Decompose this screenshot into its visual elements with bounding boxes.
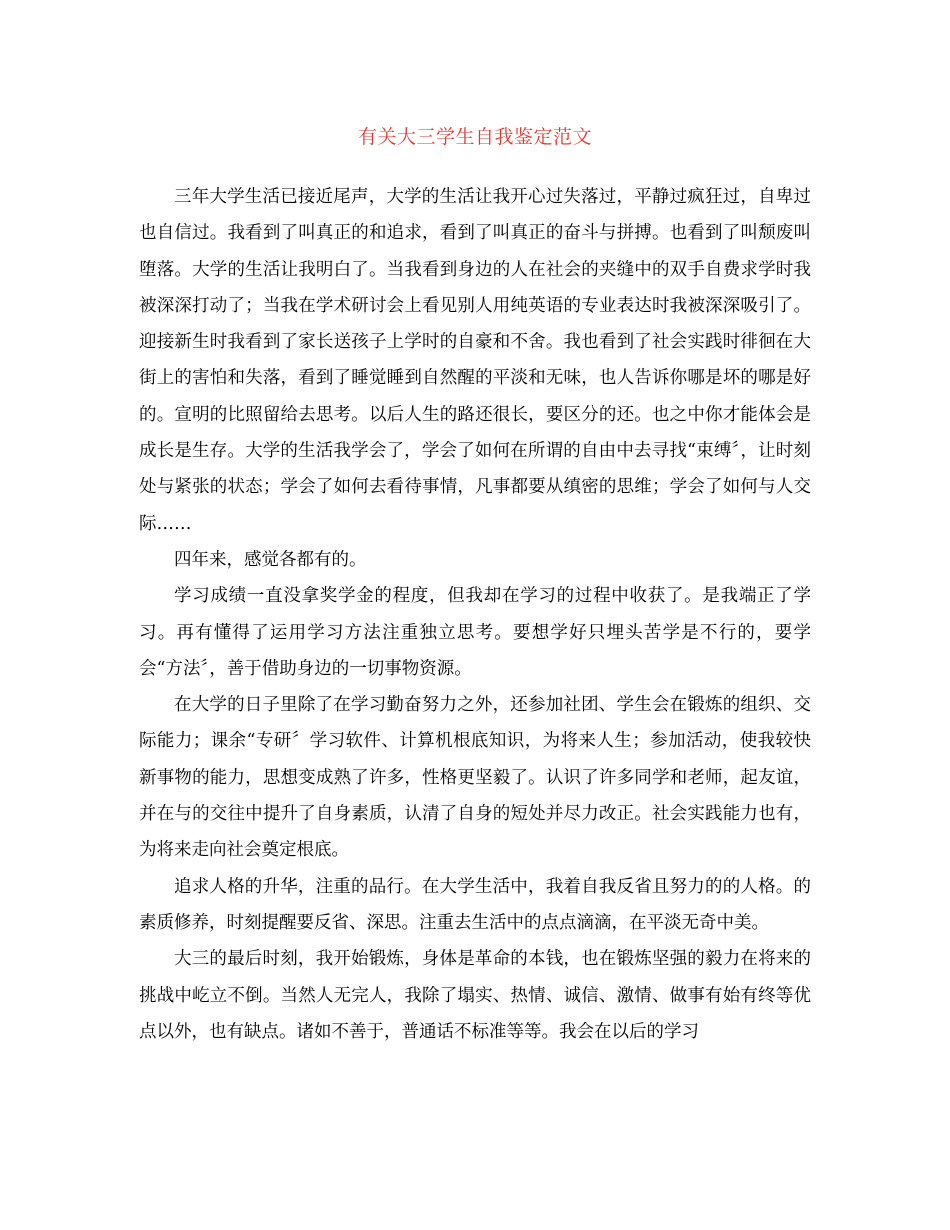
paragraph-2: 四年来，感觉各都有的。 xyxy=(174,549,367,570)
paragraph-1: 三年大学生活已接近尾声，大学的生活让我开心过失落过，平静过疯狂过，自卑过也自信过。我看到了叫真正的和追求，看到了叫真正的奋斗与拼搏。也看到了叫颓废叫堕落。大学的生活让我明白了。当我看到身边的人在社会的夹缝中的双手自费求学时我被深深打动了；当我在学术研讨会上看见别人用纯英语的专业表达时我被深深吸引了。迎接新生时我看到了家长送孩子上学时的自豪和不舍。我也看到了社会实践时徘徊在大街上的害怕和失落，看到了睡觉睡到自然醒的平淡和无味，也人告诉你哪是坏的哪是好的。宣明的比照留给去思考。以后人生的路还很长，要区分的还。也之中你才能体会是成长是生存。大学的生活我学会了，学会了如何在所谓的自由中去寻找“束缚〞，让时刻处与紧张的状态；学会了如何去看待事情，凡事都要从缜密的思维；学会了如何与人交际…… xyxy=(139,187,811,534)
paragraph-5: 追求人格的升华，注重的品行。在大学生活中，我着自我反省且努力的的人格。的素质修养，时刻提醒要反省、深思。注重去生活中的点点滴滴，在平淡无奇中美。 xyxy=(139,876,811,933)
document-body xyxy=(139,179,811,1050)
paragraph-6: 大三的最后时刻，我开始锻炼，身体是革命的本钱，也在锻炼坚强的毅力在将来的挑战中屹立不倒。当然人无完人，我除了塌实、热情、诚信、激情、做事有始有终等优点以外，也有缺点。诸如不善于，普通话不标准等等。我会在以后的学习 xyxy=(139,949,811,1042)
document-title: 有关大三学生自我鉴定范文 xyxy=(357,126,592,148)
paragraph-4: 在大学的日子里除了在学习勤奋努力之外，还参加社团、学生会在锻炼的组织、交际能力；课余“专研〞学习软件、计算机根底知识，为将来人生；参加活动，使我较快新事物的能力，思想变成熟了许多，性格更坚毅了。认识了许多同学和老师，起友谊，并在与的交往中提升了自身素质，认清了自身的短处并尽力改正。社会实践能力也有，为将来走向社会奠定根底。 xyxy=(139,695,811,861)
paragraph-3: 学习成绩一直没拿奖学金的程度，但我却在学习的过程中收获了。是我端正了学习。再有懂得了运用学习方法注重独立思考。要想学好只埋头苦学是不行的，要学会“方法〞，善于借助身边的一切事物资源。 xyxy=(139,586,811,679)
